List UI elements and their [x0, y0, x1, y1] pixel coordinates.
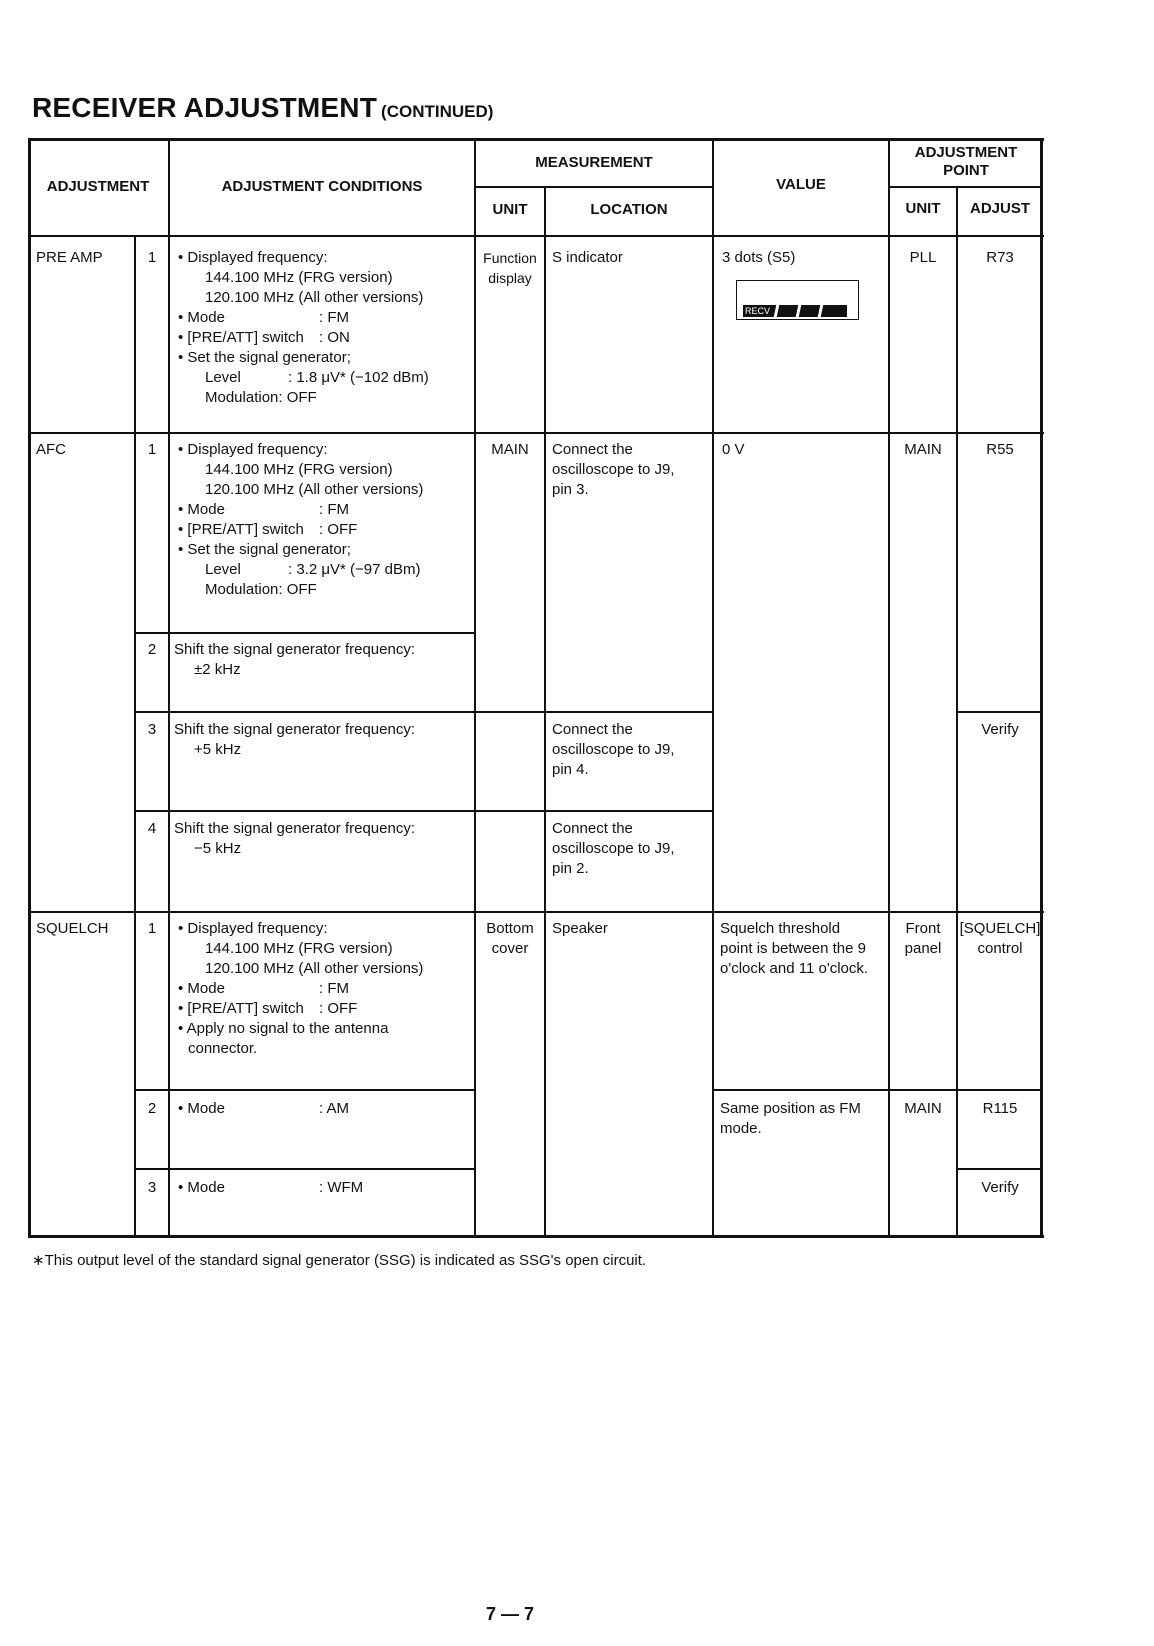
- cond-line: Shift the signal generator frequency:: [174, 721, 415, 738]
- value-line: mode.: [720, 1120, 762, 1137]
- cond-label: • Mode: [178, 1179, 225, 1196]
- squelch-conditions-1: [174, 919, 423, 1059]
- squelch-step-1: 1: [147, 920, 157, 937]
- header-adjpoint-line1: ADJUSTMENT: [914, 144, 1018, 161]
- row-sep-afc-ap-adjust: [956, 711, 1042, 713]
- cond-value: : AM: [319, 1100, 350, 1117]
- preamp-meas-unit: [476, 248, 544, 288]
- squelch-ap-unit-1: [890, 919, 956, 959]
- afc-meas-unit: MAIN: [491, 441, 529, 458]
- value-line: Same position as FM: [720, 1100, 861, 1117]
- preamp-step-1: 1: [147, 249, 157, 266]
- ap-adjust-line: control: [977, 940, 1023, 957]
- afc-step-2: 2: [147, 641, 157, 658]
- footnote: ∗This output level of the standard signal generator (SSG) is indicated as SSG's open circuit.: [32, 1252, 647, 1269]
- row-sep-sq-value-1-2: [712, 1089, 1042, 1091]
- preamp-ap-unit: PLL: [909, 249, 937, 266]
- cond-label: • [PRE/ATT] switch: [178, 329, 304, 346]
- squelch-ap-unit-2: MAIN: [904, 1100, 942, 1117]
- unit-line: Bottom: [486, 920, 534, 937]
- cond-line: [174, 560, 423, 580]
- cond-line: +5 kHz: [194, 741, 242, 758]
- squelch-ap-adjust-3: Verify: [981, 1179, 1019, 1196]
- s-meter-display: [736, 280, 859, 320]
- cond-value: : FM: [319, 309, 349, 326]
- squelch-ap-adjust-2: R115: [982, 1100, 1018, 1117]
- header-conditions: ADJUSTMENT CONDITIONS: [221, 178, 423, 195]
- row-sep-afc-1-2: [134, 632, 476, 634]
- cond-value: : ON: [319, 329, 350, 346]
- s-meter-label: RECV: [745, 306, 771, 316]
- row-sep-preamp-afc: [28, 432, 1044, 434]
- afc-location-1: [552, 440, 675, 500]
- afc-location-3: [552, 720, 675, 780]
- preamp-name: PRE AMP: [36, 249, 103, 266]
- row-sep-afc-squelch: [28, 911, 1044, 913]
- cond-line: [174, 500, 423, 520]
- cond-label: • Mode: [178, 1100, 225, 1117]
- cond-line: [174, 368, 429, 388]
- col-line-value: [712, 138, 714, 1236]
- afc-conditions-1: [174, 440, 423, 600]
- table-border-bottom: [28, 1235, 1044, 1238]
- cond-line: ±2 kHz: [194, 661, 241, 678]
- value-line: o'clock and 11 o'clock.: [720, 960, 869, 977]
- page-title: [32, 92, 493, 124]
- col-line-conditions: [168, 138, 170, 1236]
- ap-unit-line: Front: [905, 920, 941, 937]
- afc-step-4: 4: [147, 820, 157, 837]
- header-ap-unit: UNIT: [905, 200, 941, 217]
- adjpoint-subrule: [888, 186, 1042, 188]
- squelch-name: SQUELCH: [36, 920, 109, 937]
- row-sep-sq-ap-adjust: [956, 1168, 1042, 1170]
- title-continued: (CONTINUED): [381, 102, 494, 121]
- header-adjpoint-line2: POINT: [943, 162, 989, 179]
- cond-line: • Displayed frequency:: [178, 441, 328, 458]
- cond-label: Level: [205, 369, 241, 386]
- header-ap-adjust: ADJUST: [969, 200, 1030, 217]
- value-line: Squelch threshold: [720, 920, 841, 937]
- title-main: RECEIVER ADJUSTMENT: [32, 92, 378, 123]
- cond-line: • Displayed frequency:: [178, 920, 328, 937]
- measurement-subrule: [474, 186, 713, 188]
- cond-label: • [PRE/ATT] switch: [178, 1000, 304, 1017]
- preamp-location: S indicator: [552, 249, 623, 266]
- preamp-value: 3 dots (S5): [722, 249, 796, 266]
- cond-value: : OFF: [319, 521, 358, 538]
- squelch-value-2: [720, 1099, 861, 1139]
- cond-line: • Set the signal generator;: [178, 349, 351, 366]
- afc-value: 0 V: [722, 441, 745, 458]
- afc-location-4: [552, 819, 675, 879]
- afc-conditions-2: [174, 640, 415, 680]
- row-sep-afc-2-3: [134, 711, 712, 713]
- squelch-step-3: 3: [147, 1179, 157, 1196]
- cond-label: • Mode: [178, 501, 225, 518]
- header-meas-unit: UNIT: [492, 201, 528, 218]
- page-number: 7 — 7: [486, 1604, 535, 1624]
- col-line-ap-unit: [888, 138, 890, 1236]
- col-line-meas-unit: [474, 138, 476, 1236]
- location-line: pin 3.: [552, 481, 589, 498]
- row-sep-sq-2-3: [134, 1168, 476, 1170]
- location-line: pin 2.: [552, 860, 589, 877]
- unit-line: display: [488, 270, 532, 286]
- header-bottom-rule: [28, 235, 1044, 237]
- cond-line: 120.100 MHz (All other versions): [205, 960, 424, 977]
- ap-adjust-line: [SQUELCH]: [959, 920, 1041, 937]
- cond-line: [174, 999, 423, 1019]
- cond-line: [174, 328, 429, 348]
- cond-line: connector.: [188, 1040, 258, 1057]
- cond-line: Shift the signal generator frequency:: [174, 820, 415, 837]
- location-line: oscilloscope to J9,: [552, 840, 675, 857]
- location-line: Connect the: [552, 441, 633, 458]
- row-sep-afc-3-4: [134, 810, 712, 812]
- location-line: pin 4.: [552, 761, 589, 778]
- table-border-right: [1040, 138, 1043, 1238]
- header-measurement: MEASUREMENT: [535, 154, 653, 171]
- squelch-step-2: 2: [147, 1100, 157, 1117]
- location-line: Connect the: [552, 721, 633, 738]
- cond-line: 144.100 MHz (FRG version): [205, 269, 393, 286]
- afc-step-3: 3: [147, 721, 157, 738]
- afc-ap-adjust-verify: Verify: [981, 721, 1019, 738]
- cond-line: −5 kHz: [194, 840, 242, 857]
- squelch-value-1: [720, 919, 868, 979]
- cond-value: : FM: [319, 980, 349, 997]
- preamp-ap-adjust: R73: [986, 249, 1014, 266]
- header-adjustment: ADJUSTMENT: [46, 178, 150, 195]
- squelch-ap-adjust-1: [958, 919, 1042, 959]
- squelch-location: Speaker: [552, 920, 608, 937]
- cond-line: Shift the signal generator frequency:: [174, 641, 415, 658]
- afc-conditions-3: [174, 720, 415, 760]
- location-line: Connect the: [552, 820, 633, 837]
- cond-line: • Displayed frequency:: [178, 249, 328, 266]
- unit-line: Function: [483, 250, 537, 266]
- cond-label: • Mode: [178, 980, 225, 997]
- header-meas-location: LOCATION: [590, 201, 668, 218]
- afc-conditions-4: [174, 819, 415, 859]
- cond-line: [174, 308, 429, 328]
- cond-line: 120.100 MHz (All other versions): [205, 481, 424, 498]
- cond-value: : FM: [319, 501, 349, 518]
- cond-label: • [PRE/ATT] switch: [178, 521, 304, 538]
- location-line: oscilloscope to J9,: [552, 461, 675, 478]
- header-value: VALUE: [776, 176, 826, 193]
- cond-line: Modulation: OFF: [205, 581, 317, 598]
- squelch-meas-unit: [476, 919, 544, 959]
- cond-line: • Apply no signal to the antenna: [178, 1020, 389, 1037]
- cond-value: : 1.8 μV* (−102 dBm): [288, 369, 429, 386]
- cond-line: 144.100 MHz (FRG version): [205, 940, 393, 957]
- value-line: point is between the 9: [720, 940, 866, 957]
- cond-line: • Set the signal generator;: [178, 541, 351, 558]
- unit-line: cover: [491, 940, 529, 957]
- afc-ap-unit: MAIN: [904, 441, 942, 458]
- preamp-conditions: [174, 248, 429, 408]
- ap-unit-line: panel: [904, 940, 942, 957]
- cond-value: : OFF: [319, 1000, 358, 1017]
- table-border-top: [28, 138, 1044, 141]
- cond-line: 120.100 MHz (All other versions): [205, 289, 424, 306]
- afc-ap-adjust: R55: [986, 441, 1014, 458]
- afc-name: AFC: [36, 441, 66, 458]
- squelch-conditions-2: [174, 1099, 349, 1119]
- cond-label: Level: [205, 561, 241, 578]
- cond-label: • Mode: [178, 309, 225, 326]
- cond-value: : WFM: [319, 1179, 364, 1196]
- adjustment-table: [28, 138, 1044, 1238]
- location-line: oscilloscope to J9,: [552, 741, 675, 758]
- squelch-conditions-3: [174, 1178, 363, 1198]
- row-sep-sq-1-2: [134, 1089, 476, 1091]
- cond-line: 144.100 MHz (FRG version): [205, 461, 393, 478]
- cond-line: [174, 979, 423, 999]
- cond-line: [174, 520, 423, 540]
- afc-step-1: 1: [147, 441, 157, 458]
- cond-value: : 3.2 μV* (−97 dBm): [288, 561, 421, 578]
- cond-line: Modulation: OFF: [205, 389, 317, 406]
- table-border-left: [28, 138, 31, 1238]
